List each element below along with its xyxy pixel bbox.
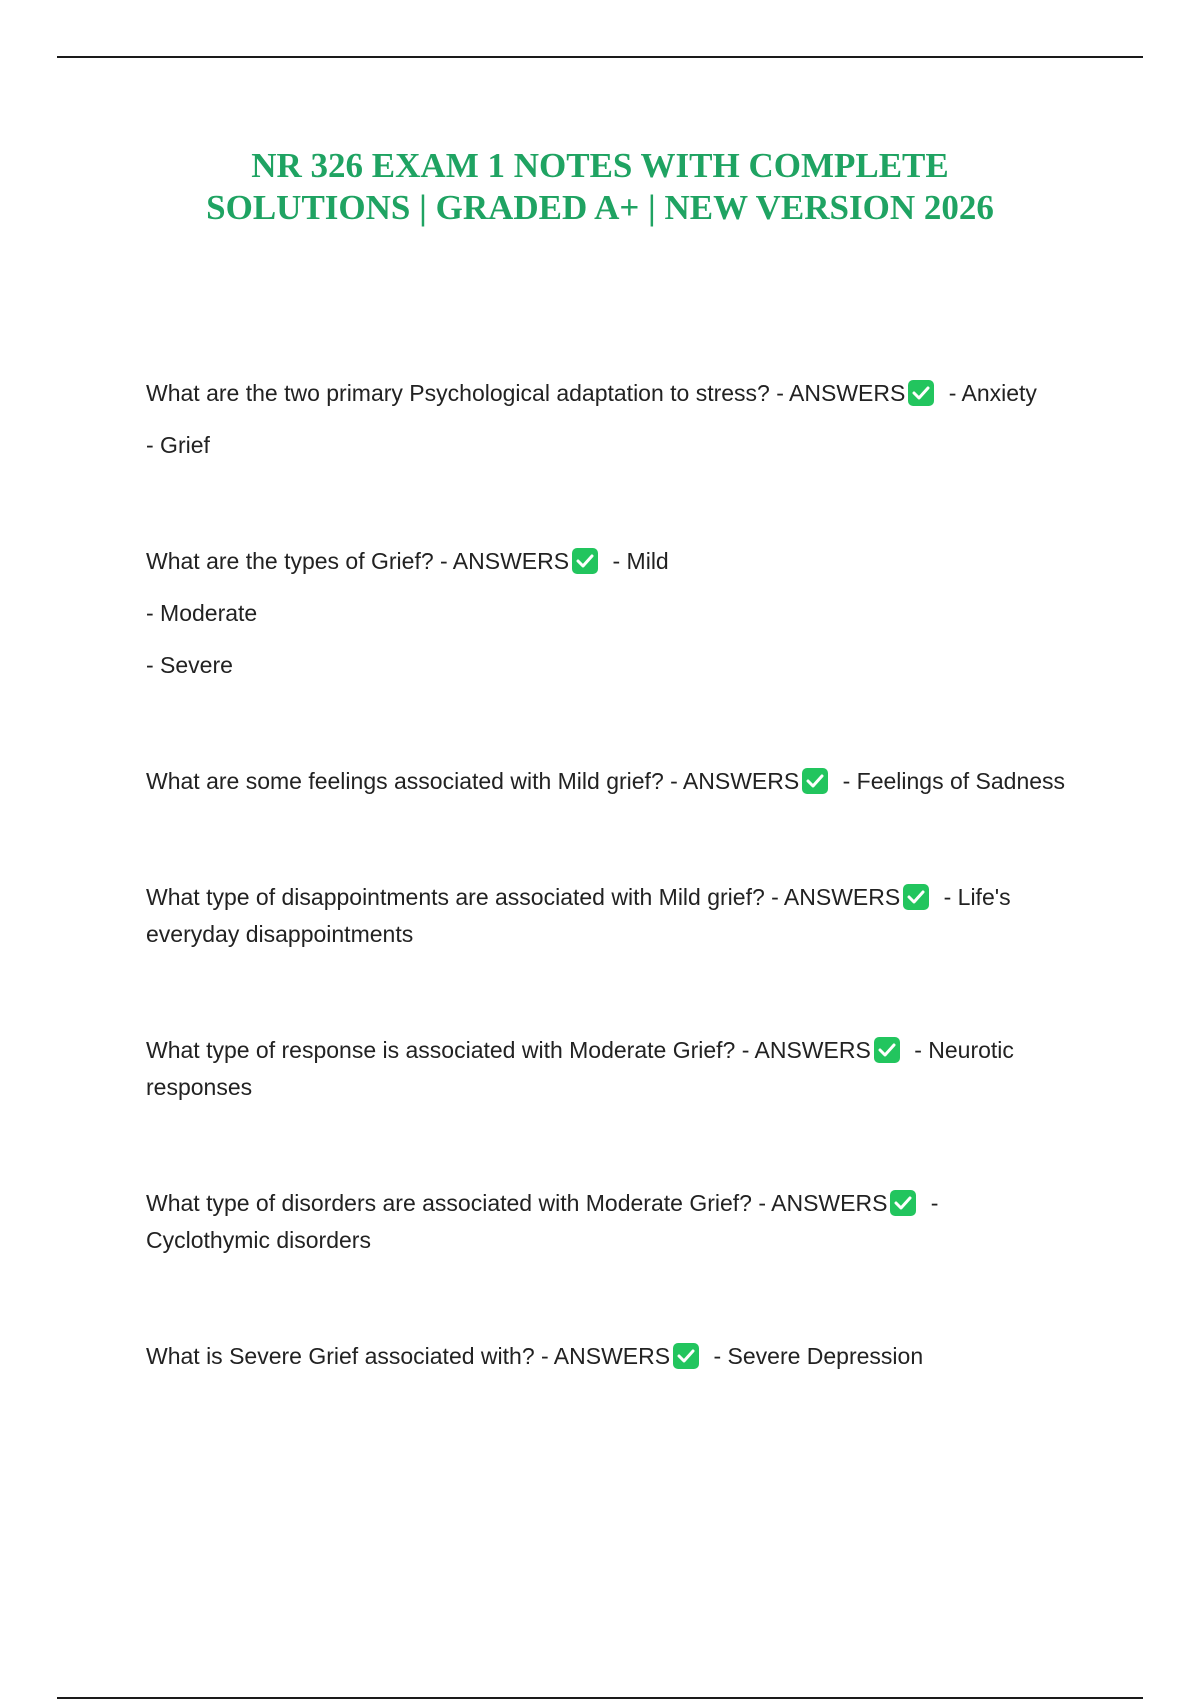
qa-question-line xyxy=(146,763,1066,800)
qa-question-line xyxy=(146,1032,1066,1106)
qa-answer: - Mild xyxy=(606,548,669,574)
qa-item xyxy=(146,879,1066,953)
qa-answer-line: - Grief xyxy=(146,432,210,458)
qa-item xyxy=(146,1185,1066,1259)
qa-answer: - Cyclothymic disorders xyxy=(146,1190,939,1253)
bottom-rule xyxy=(57,1697,1143,1699)
top-rule xyxy=(57,56,1143,58)
title-line-1: NR 326 EXAM 1 NOTES WITH COMPLETE xyxy=(251,146,949,185)
qa-item xyxy=(146,1032,1066,1106)
qa-answer: - Severe Depression xyxy=(707,1343,924,1369)
qa-answer: - Life's everyday disappointments xyxy=(146,884,1011,947)
qa-question-line xyxy=(146,543,1066,580)
checkmark-box-icon xyxy=(903,884,929,910)
checkmark-box-icon xyxy=(673,1343,699,1369)
checkmark-box-icon xyxy=(802,768,828,794)
qa-answer: - Anxiety xyxy=(942,380,1037,406)
checkmark-box-icon xyxy=(908,380,934,406)
document-title xyxy=(100,145,1100,229)
qa-answer: - Neurotic responses xyxy=(146,1037,1014,1100)
qa-item xyxy=(146,543,1066,684)
qa-question: What type of disappointments are associated with Mild grief? - ANSWERS xyxy=(146,884,901,910)
qa-answer-line: - Moderate xyxy=(146,600,258,626)
checkmark-box-icon xyxy=(890,1190,916,1216)
qa-question: What are the types of Grief? - ANSWERS xyxy=(146,548,570,574)
qa-list xyxy=(146,375,1066,1454)
title-line-2: SOLUTIONS | GRADED A+ | NEW VERSION 2026 xyxy=(206,188,994,227)
qa-question: What type of response is associated with Moderate Grief? - ANSWERS xyxy=(146,1037,871,1063)
checkmark-box-icon xyxy=(874,1037,900,1063)
qa-item xyxy=(146,1338,1066,1375)
qa-question-line xyxy=(146,879,1066,953)
qa-answer-line: - Severe xyxy=(146,652,233,678)
qa-question: What type of disorders are associated with Moderate Grief? - ANSWERS xyxy=(146,1190,888,1216)
qa-question-line xyxy=(146,1338,1066,1375)
qa-question: What is Severe Grief associated with? - ANSWERS xyxy=(146,1343,671,1369)
qa-item xyxy=(146,375,1066,464)
qa-question-line xyxy=(146,375,1066,412)
qa-question: What are the two primary Psychological adaptation to stress? - ANSWERS xyxy=(146,380,906,406)
qa-question: What are some feelings associated with Mild grief? - ANSWERS xyxy=(146,768,800,794)
qa-item xyxy=(146,763,1066,800)
checkmark-box-icon xyxy=(572,548,598,574)
qa-question-line xyxy=(146,1185,1066,1259)
qa-answer: - Feelings of Sadness xyxy=(836,768,1066,794)
